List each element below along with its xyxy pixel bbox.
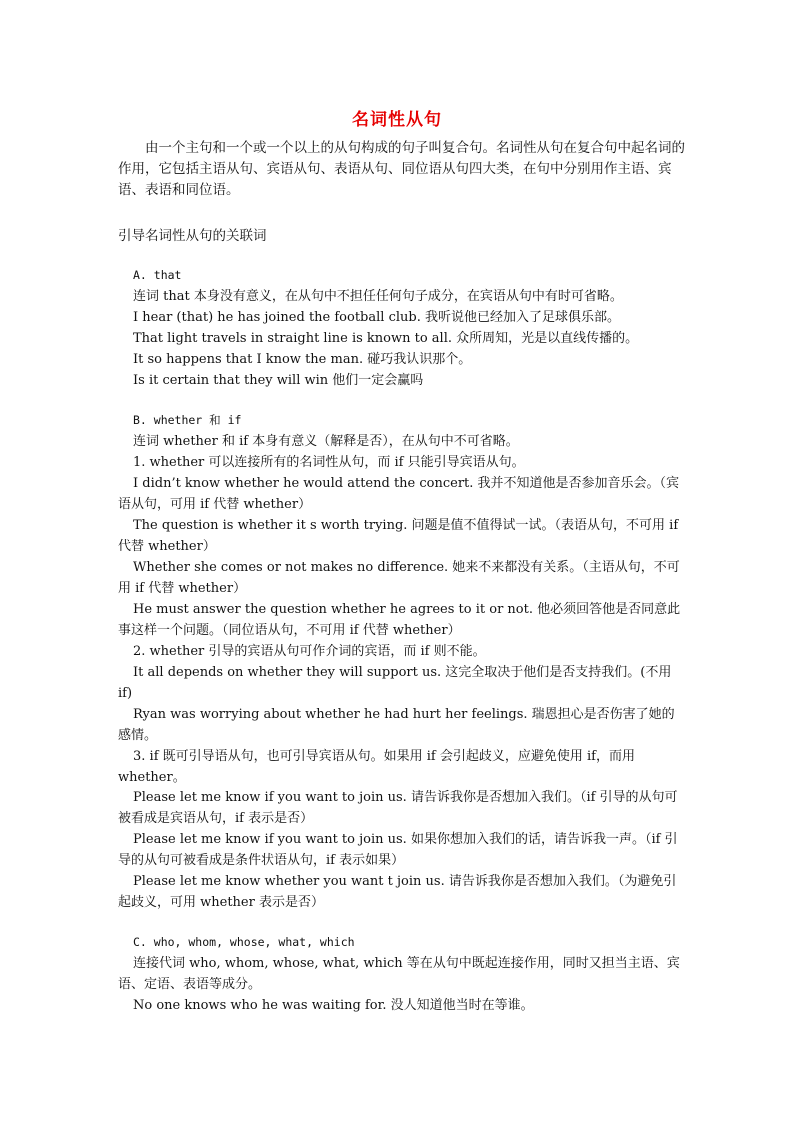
section-a-line-1: 连词 that 本身没有意义，在从句中不担任任何句子成分，在宾语从句中有时可省略。 (133, 289, 623, 304)
section-b-line-2: 1. whether 可以连接所有的名词性从句，而 if 只能引导宾语从句。 (133, 455, 525, 470)
section-b-line-10: 3. if 既可引导语从句，也可引导宾语从句。如果用 if 会引起歧义，应避免使用 if，而用 whether。 (118, 749, 635, 785)
section-b-line-13: Please let me know whether you want t join us. 请告诉我你是否想加入我们。（为避免引起歧义，可用 whether 表示是否） (118, 874, 677, 910)
section-b-head: B. whether 和 if (133, 413, 242, 427)
section-b-line-11: Please let me know if you want to join us. 请告诉我你是否想加入我们。（if 引导的从句可被看成是宾语从句，if 表示是否） (118, 790, 678, 826)
section-b-line-4: The question is whether it s worth trying. 问题是值不值得试一试。（表语从句，不可用 if 代替 whether） (118, 518, 679, 554)
section-heading: 引导名词性从句的关联词 (118, 228, 267, 244)
section-a-head: A. that (133, 268, 182, 282)
section-a-line-3: That light travels in straight line is known to all. 众所周知，光是以直线传播的。 (133, 331, 639, 346)
section-a-line-5: Is it certain that they will win 他们一定会赢吗 (133, 373, 424, 388)
section-c-head: C. who, whom, whose, what, which (133, 935, 355, 949)
section-b-line-6: He must answer the question whether he agrees to it or not. 他必须回答他是否同意此事这样一个问题。（同位语从句，不可用 if 代替 whether） (118, 602, 681, 638)
page-title: 名词性从句 (352, 110, 442, 130)
section-b-line-12: Please let me know if you want to join us. 如果你想加入我们的话，请告诉我一声。（if 引导的从句可被看成是条件状语从句，if 表示如果） (118, 832, 678, 868)
section-a-line-4: It so happens that I know the man. 碰巧我认识那个。 (133, 352, 472, 367)
section-c-line-2: No one knows who he was waiting for. 没人知道他当时在等谁。 (133, 998, 534, 1013)
section-b-line-9: Ryan was worrying about whether he had hurt her feelings. 瑞恩担心是否伤害了她的感情。 (118, 707, 675, 743)
section-c-line-1: 连接代词 who, whom, whose, what, which 等在从句中既起连接作用，同时又担当主语、宾语、定语、表语等成分。 (118, 956, 680, 992)
section-b-line-1: 连词 whether 和 if 本身有意义（解释是否），在从句中不可省略。 (133, 434, 519, 449)
section-b-line-8: It all depends on whether they will support us. 这完全取决于他们是否支持我们。(不用 if) (118, 665, 672, 701)
section-b-line-7: 2. whether 引导的宾语从句可作介词的宾语，而 if 则不能。 (133, 644, 486, 659)
intro-paragraph: 由一个主句和一个或一个以上的从句构成的句子叫复合句。名词性从句在复合句中起名词的作用，它包括主语从句、宾语从句、表语从句、同位语从句四大类，在句中分别用作主语、宾语、表语和同位语。 (118, 140, 685, 198)
section-b-line-3: I didn’t know whether he would attend the concert. 我并不知道他是否参加音乐会。（宾语从句，可用 if 代替 whether） (118, 476, 680, 512)
section-b-line-5: Whether she comes or not makes no difference. 她来不来都没有关系。（主语从句，不可用 if 代替 whether） (118, 560, 680, 596)
section-a-line-2: I hear (that) he has joined the football club. 我听说他已经加入了足球俱乐部。 (133, 310, 620, 325)
